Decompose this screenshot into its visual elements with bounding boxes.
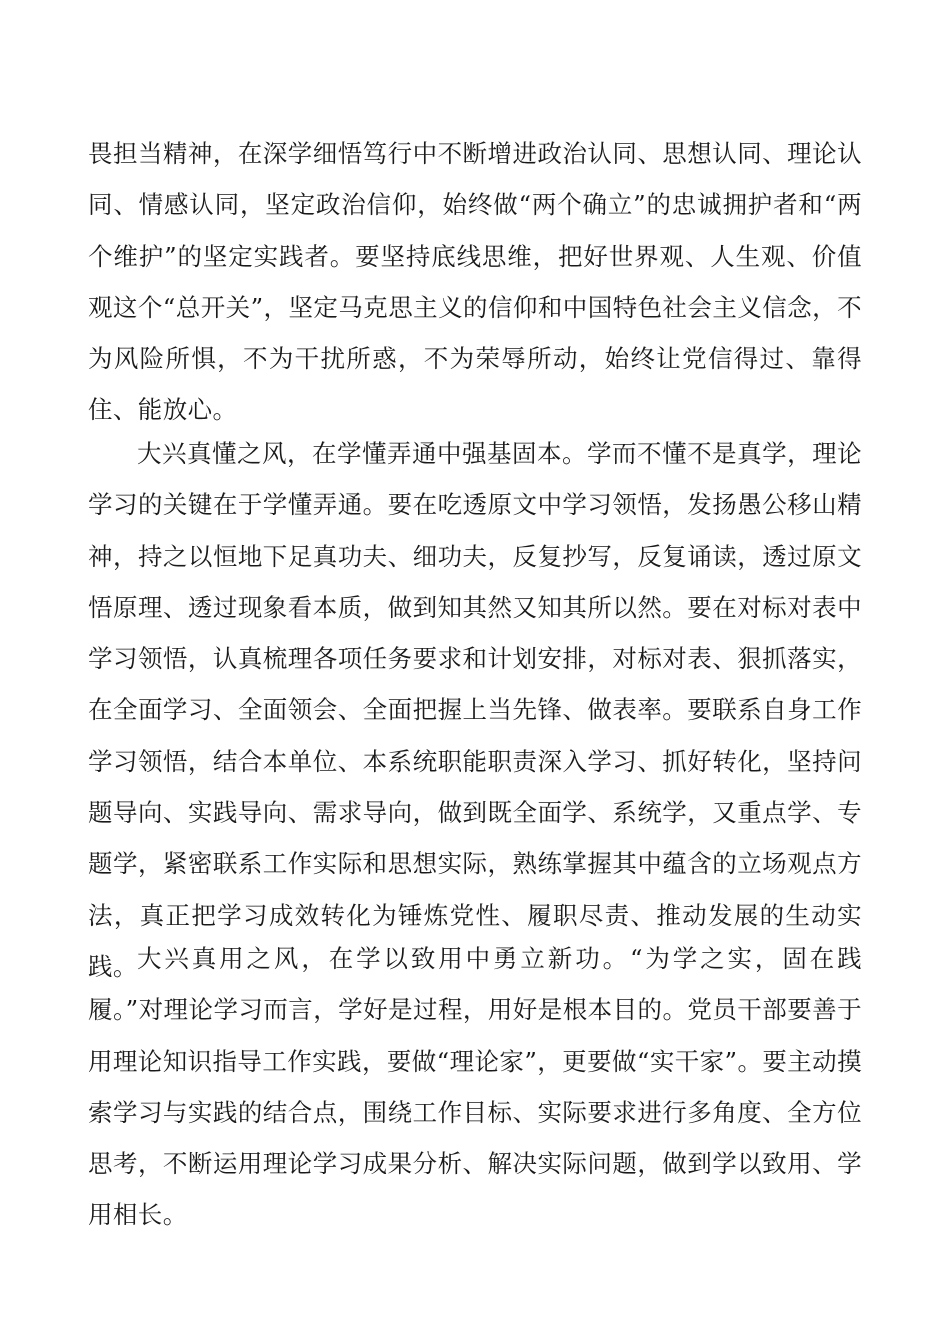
paragraph-continuation — [88, 128, 862, 436]
paragraph-application — [88, 933, 862, 1241]
paragraph-2-text: 大兴真懂之风，在学懂弄通中强基固本。学而不懂不是真学，理论学习的关键在于学懂弄通。要在吃透原文中学习领悟，发扬愚公移山精神，持之以恒地下足真功夫、细功夫，反复抄写，反复诵读，透过原文悟原理、透过现象看本质，做到知其然又知其所以然。要在对标对表中学习领悟，认真梳理各项任务要求和计划安排，对标对表、狠抓落实，在全面学习、全面领会、全面把握上当先锋、做表率。要联系自身工作学习领悟，结合本单位、本系统职能职责深入学习、抓好转化，坚持问题导向、实践导向、需求导向，做到既全面学、系统学，又重点学、专题学，紧密联系工作实际和思想实际，熟练掌握其中蕴含的立场观点方法，真正把学习成效转化为锤炼党性、履职尽责、推动发展的生动实践。 — [88, 439, 862, 981]
paragraph-1-text: 畏担当精神，在深学细悟笃行中不断增进政治认同、思想认同、理论认同、情感认同，坚定政治信仰，始终做“两个确立”的忠诚拥护者和“两个维护”的坚定实践者。要坚持底线思维，把好世界观、人生观、价值观这个“总开关”，坚定马克思主义的信仰和中国特色社会主义信念，不为风险所惧，不为干扰所惑，不为荣辱所动，始终让党信得过、靠得住、能放心。 — [88, 139, 862, 425]
paragraph-understanding — [88, 428, 862, 992]
paragraph-3-text: 大兴真用之风，在学以致用中勇立新功。“为学之实，固在践履。”对理论学习而言，学好是过程，用好是根本目的。党员干部要善于用理论知识指导工作实践，要做“理论家”，更要做“实干家”。要主动摸索学习与实践的结合点，围绕工作目标、实际要求进行多角度、全方位思考，不断运用理论学习成果分析、解决实际问题，做到学以致用、学用相长。 — [88, 944, 862, 1230]
